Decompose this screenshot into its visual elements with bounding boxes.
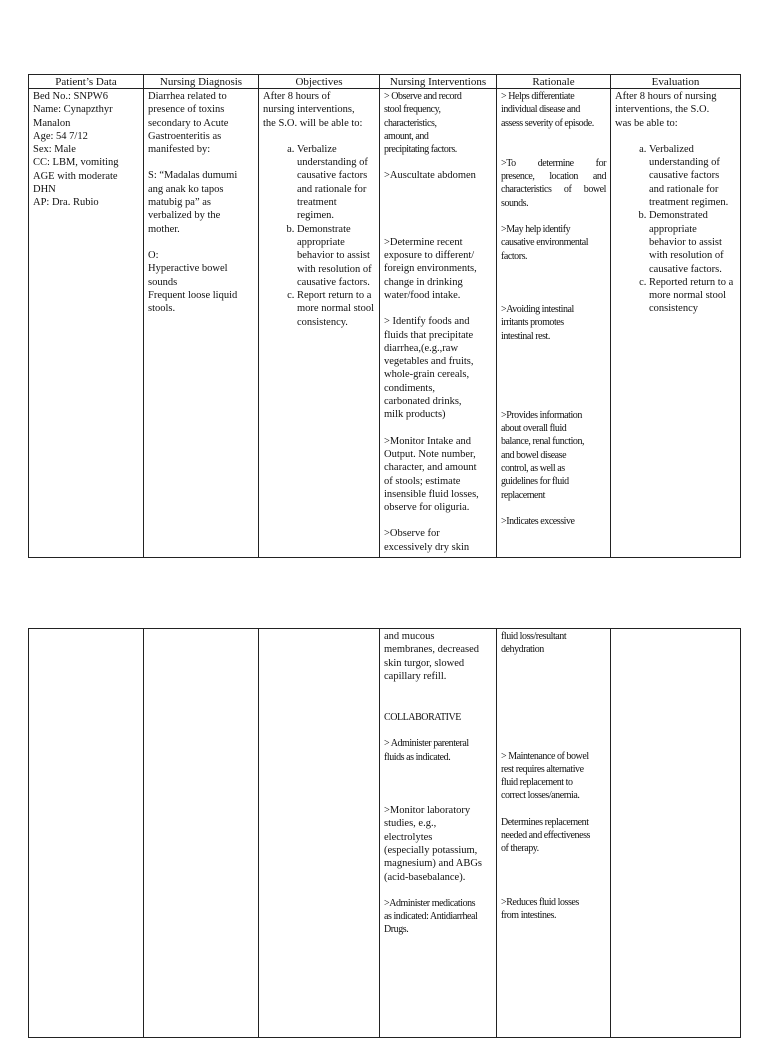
- patient-ap-line: AP: Dra. Rubio: [33, 197, 99, 209]
- objectives-intro-line: After 8 hours of: [263, 91, 331, 102]
- rationale-bowel-sounds: [501, 157, 606, 210]
- rationale-fluid-info: >Provides information about overall fluid balance, renal function, and bowel disease control, as well as guidelines for fluid replacement: [501, 409, 585, 501]
- evaluation-intro-line: After 8 hours of nursing: [615, 91, 717, 102]
- evaluation-item: c. Reported return to a more normal stool consistency: [649, 276, 736, 316]
- subjective-line: S: “Madalas dumumi: [148, 170, 238, 182]
- objective-item: c. Report return to a more normal stool consistency.: [297, 289, 375, 329]
- patient-sex-line: Sex: Male: [33, 144, 76, 156]
- rationale-bowel-rest: > Maintenance of bowel rest requires alternative fluid replacement to correct losses/anemia.: [501, 750, 589, 802]
- rationale-excessive-continued: fluid loss/resultant dehydration: [501, 631, 567, 656]
- patient-data-cell: [29, 89, 144, 558]
- intervention-intake-output: >Monitor Intake and Output. Note number, character, and amount of stools; estimate insensible fluid losses, observe for oliguria.: [384, 435, 479, 514]
- objective-line: O:: [148, 249, 159, 261]
- patient-cc-line-3: DHN: [33, 184, 56, 196]
- intervention-meds: >Administer medications as indicated: Antidiarrheal Drugs.: [384, 897, 478, 936]
- objectives-intro-line: the S.O. will be able to:: [263, 117, 363, 129]
- header-nursing-interventions: Nursing Interventions: [380, 75, 497, 89]
- intervention-foods: > Identify foods and fluids that precipitate diarrhea,(e.g.,raw vegetables and fruits, whole-grain cereals, condiments, carbonated drinks, milk products): [384, 316, 474, 421]
- rationale-reduces: >Reduces fluid losses from intestines.: [501, 896, 579, 921]
- intervention-exposure: >Determine recent exposure to different/ foreign environments, change in drinking water/food intake.: [384, 236, 477, 301]
- intervention-parenteral: > Administer parenteral fluids as indicated.: [384, 738, 469, 763]
- objective-line: sounds: [148, 276, 178, 288]
- objectives-cell: [259, 89, 380, 558]
- diagnosis-line: Gastroenteritis as: [148, 130, 222, 142]
- rationale-differentiate: > Helps differentiate individual disease and assess severity of episode.: [501, 91, 594, 129]
- header-rationale: Rationale: [497, 75, 611, 89]
- header-patient-data: Patient’s Data: [29, 75, 144, 89]
- rationale-bowel-sounds-line: sounds.: [501, 197, 529, 209]
- interventions-cell-continued: [380, 629, 497, 1038]
- subjective-line: matubig pa” as: [148, 197, 211, 209]
- header-objectives: Objectives: [259, 75, 380, 89]
- rationale-irritants: >Avoiding intestinal irritants promotes intestinal rest.: [501, 303, 574, 342]
- evaluation-item: a. Verbalized understanding of causative factors and rationale for treatment regimen.: [649, 143, 736, 209]
- patient-name-line: Name: Cynapzthyr: [33, 104, 113, 116]
- care-plan-table-page-2: [28, 628, 741, 1038]
- patient-cc-line-2: AGE with moderate: [33, 170, 118, 182]
- evaluation-list: [615, 143, 736, 316]
- diagnosis-line: manifested by:: [148, 144, 211, 156]
- subjective-line: verbalized by the: [148, 210, 221, 222]
- evaluation-cell: [611, 89, 741, 558]
- rationale-bowel-sounds-line: characteristics of bowel: [501, 184, 606, 196]
- diagnosis-line: presence of toxins: [148, 104, 225, 116]
- patient-bed-line: Bed No.: SNPW6: [33, 91, 108, 102]
- rationale-excessive: >Indicates excessive: [501, 515, 575, 527]
- objective-item: b. Demonstrate appropriate behavior to assist with resolution of causative factors.: [297, 223, 375, 289]
- rationale-bowel-sounds-line: >To determine for: [501, 157, 606, 169]
- objectives-cell-continued: [259, 629, 380, 1038]
- rationale-environmental: >May help identify causative environmental factors.: [501, 224, 589, 262]
- evaluation-cell-continued: [611, 629, 741, 1038]
- evaluation-item: b. Demonstrated appropriate behavior to assist with resolution of causative factors.: [649, 209, 736, 275]
- objective-line: Frequent loose liquid: [148, 289, 238, 301]
- interventions-cell: [380, 89, 497, 558]
- collaborative-heading: COLLABORATIVE: [384, 712, 461, 724]
- rationale-bowel-sounds-line: presence, location and: [501, 171, 606, 183]
- diagnosis-cell-continued: [144, 629, 259, 1038]
- intervention-dry-skin-continued: and mucous membranes, decreased skin turgor, slowed capillary refill.: [384, 631, 480, 682]
- subjective-line: ang anak ko tapos: [148, 183, 224, 195]
- intervention-observe-record: > Observe and record stool frequency, characteristics, amount, and precipitating factors.: [384, 91, 462, 156]
- diagnosis-cell: [144, 89, 259, 558]
- patient-data-cell-continued: [29, 629, 144, 1038]
- patient-name-line-2: Manalon: [33, 117, 71, 129]
- care-plan-row: [29, 89, 741, 558]
- patient-age-line: Age: 54 7/12: [33, 130, 88, 142]
- objective-line: Hyperactive bowel: [148, 263, 228, 275]
- rationale-cell: [497, 89, 611, 558]
- evaluation-intro-line: was be able to:: [615, 117, 678, 129]
- objective-item: a. Verbalize understanding of causative factors and rationale for treatment regimen.: [297, 143, 375, 223]
- diagnosis-line: Diarrhea related to: [148, 91, 227, 102]
- patient-cc-line: CC: LBM, vomiting: [33, 157, 119, 169]
- rationale-replacement: Determines replacement needed and effectiveness of therapy.: [501, 816, 590, 855]
- subjective-line: mother.: [148, 223, 180, 235]
- care-plan-table-page-1: [28, 74, 741, 558]
- header-evaluation: Evaluation: [611, 75, 741, 89]
- header-row: [29, 75, 741, 89]
- intervention-dry-skin: >Observe for excessively dry skin: [384, 528, 470, 553]
- objective-line: stools.: [148, 303, 176, 315]
- intervention-auscultate: >Auscultate abdomen: [384, 170, 476, 182]
- evaluation-intro-line: interventions, the S.O.: [615, 104, 710, 116]
- care-plan-row-continued: [29, 629, 741, 1038]
- header-nursing-diagnosis: Nursing Diagnosis: [144, 75, 259, 89]
- objectives-list: [263, 143, 375, 329]
- rationale-cell-continued: [497, 629, 611, 1038]
- diagnosis-line: secondary to Acute: [148, 117, 229, 129]
- intervention-lab: >Monitor laboratory studies, e.g., electrolytes (especially potassium, magnesium) and ABGs (acid-basebalance).: [384, 805, 482, 883]
- objectives-intro-line: nursing interventions,: [263, 104, 355, 116]
